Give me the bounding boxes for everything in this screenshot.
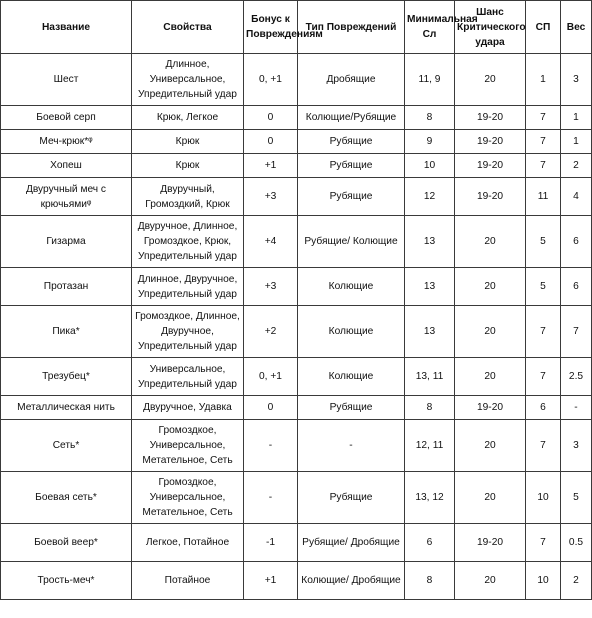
cell-properties: Громоздкое, Длинное, Двуручное, Упредительный удар [132, 306, 244, 358]
table-row [1, 54, 592, 106]
cell-sp: 5 [526, 268, 561, 306]
cell-weight: 7 [561, 306, 592, 358]
cell-properties: Громоздкое, Универсальное, Метательное, Сеть [132, 472, 244, 524]
cell-min-dc: 13 [405, 268, 455, 306]
cell-sp: 7 [526, 524, 561, 562]
cell-damage-bonus: +3 [244, 178, 298, 216]
cell-min-dc: 13 [405, 216, 455, 268]
cell-damage-bonus: - [244, 472, 298, 524]
cell-weight: 1 [561, 130, 592, 154]
cell-name: Боевой серп [1, 106, 132, 130]
cell-sp: 7 [526, 154, 561, 178]
header-damage-type: Тип Повреждений [298, 1, 405, 54]
cell-properties: Двуручный, Громоздкий, Крюк [132, 178, 244, 216]
cell-name: Двуручный меч с крючьямиᵠ [1, 178, 132, 216]
table-row [1, 524, 592, 562]
cell-damage-bonus: 0, +1 [244, 54, 298, 106]
cell-damage-type: Рубящие/ Колющие [298, 216, 405, 268]
cell-weight: 6 [561, 216, 592, 268]
cell-damage-type: Рубящие/ Дробящие [298, 524, 405, 562]
cell-sp: 7 [526, 358, 561, 396]
cell-name: Протазан [1, 268, 132, 306]
cell-crit-chance: 19-20 [455, 154, 526, 178]
cell-weight: 3 [561, 420, 592, 472]
cell-properties: Длинное, Двуручное, Упредительный удар [132, 268, 244, 306]
cell-damage-bonus: +4 [244, 216, 298, 268]
cell-sp: 5 [526, 216, 561, 268]
cell-damage-bonus: +3 [244, 268, 298, 306]
cell-properties: Длинное, Универсальное, Упредительный удар [132, 54, 244, 106]
header-weight: Вес [561, 1, 592, 54]
cell-weight: 2 [561, 562, 592, 600]
cell-damage-bonus: +2 [244, 306, 298, 358]
cell-weight: 3 [561, 54, 592, 106]
table-row [1, 306, 592, 358]
cell-damage-type: Дробящие [298, 54, 405, 106]
cell-name: Трезубец* [1, 358, 132, 396]
cell-crit-chance: 20 [455, 54, 526, 106]
cell-damage-bonus: 0 [244, 106, 298, 130]
header-min-dc: Минимальная Сл [405, 1, 455, 54]
table-header [1, 1, 592, 54]
header-name: Название [1, 1, 132, 54]
cell-min-dc: 8 [405, 562, 455, 600]
table-row [1, 178, 592, 216]
cell-damage-type: Рубящие [298, 154, 405, 178]
header-sp: СП [526, 1, 561, 54]
cell-min-dc: 13, 11 [405, 358, 455, 396]
cell-damage-bonus: -1 [244, 524, 298, 562]
cell-name: Пика* [1, 306, 132, 358]
table-row [1, 154, 592, 178]
cell-crit-chance: 19-20 [455, 178, 526, 216]
cell-damage-bonus: +1 [244, 562, 298, 600]
header-crit-chance: Шанс Критического удара [455, 1, 526, 54]
cell-name: Боевой веер* [1, 524, 132, 562]
cell-min-dc: 12 [405, 178, 455, 216]
cell-crit-chance: 20 [455, 472, 526, 524]
cell-min-dc: 6 [405, 524, 455, 562]
cell-name: Боевая сеть* [1, 472, 132, 524]
cell-min-dc: 8 [405, 106, 455, 130]
header-damage-bonus: Бонус к Повреждениям [244, 1, 298, 54]
cell-crit-chance: 19-20 [455, 106, 526, 130]
cell-min-dc: 11, 9 [405, 54, 455, 106]
cell-damage-type: Рубящие [298, 472, 405, 524]
table-row [1, 396, 592, 420]
cell-damage-type: Колющие [298, 306, 405, 358]
cell-weight: 2 [561, 154, 592, 178]
cell-properties: Потайное [132, 562, 244, 600]
cell-damage-type: Рубящие [298, 178, 405, 216]
cell-sp: 7 [526, 306, 561, 358]
cell-weight: 0.5 [561, 524, 592, 562]
cell-name: Сеть* [1, 420, 132, 472]
table-row [1, 562, 592, 600]
table-body [1, 54, 592, 600]
cell-crit-chance: 20 [455, 358, 526, 396]
cell-damage-type: Колющие/Рубящие [298, 106, 405, 130]
cell-properties: Крюк [132, 154, 244, 178]
cell-weight: 4 [561, 178, 592, 216]
cell-damage-bonus: +1 [244, 154, 298, 178]
cell-sp: 10 [526, 472, 561, 524]
cell-properties: Крюк [132, 130, 244, 154]
cell-properties: Двуручное, Удавка [132, 396, 244, 420]
cell-name: Трость-меч* [1, 562, 132, 600]
cell-crit-chance: 20 [455, 306, 526, 358]
table-row [1, 216, 592, 268]
table-row [1, 472, 592, 524]
cell-min-dc: 13, 12 [405, 472, 455, 524]
cell-weight: 6 [561, 268, 592, 306]
cell-crit-chance: 19-20 [455, 130, 526, 154]
cell-damage-bonus: 0 [244, 396, 298, 420]
cell-min-dc: 9 [405, 130, 455, 154]
cell-sp: 11 [526, 178, 561, 216]
cell-min-dc: 12, 11 [405, 420, 455, 472]
table-row [1, 358, 592, 396]
cell-weight: 5 [561, 472, 592, 524]
cell-sp: 7 [526, 106, 561, 130]
cell-damage-bonus: 0, +1 [244, 358, 298, 396]
cell-sp: 1 [526, 54, 561, 106]
cell-name: Меч-крюк*ᵠ [1, 130, 132, 154]
cell-crit-chance: 19-20 [455, 396, 526, 420]
table-row [1, 130, 592, 154]
cell-sp: 6 [526, 396, 561, 420]
cell-properties: Легкое, Потайное [132, 524, 244, 562]
cell-weight: 1 [561, 106, 592, 130]
cell-sp: 7 [526, 420, 561, 472]
cell-min-dc: 10 [405, 154, 455, 178]
cell-crit-chance: 20 [455, 562, 526, 600]
cell-crit-chance: 20 [455, 420, 526, 472]
cell-min-dc: 8 [405, 396, 455, 420]
cell-name: Шест [1, 54, 132, 106]
header-properties: Свойства [132, 1, 244, 54]
cell-damage-bonus: 0 [244, 130, 298, 154]
cell-properties: Громоздкое, Универсальное, Метательное, Сеть [132, 420, 244, 472]
cell-properties: Двуручное, Длинное, Громоздкое, Крюк, Упредительный удар [132, 216, 244, 268]
cell-damage-type: Рубящие [298, 130, 405, 154]
table-row [1, 268, 592, 306]
cell-min-dc: 13 [405, 306, 455, 358]
cell-damage-type: - [298, 420, 405, 472]
cell-crit-chance: 20 [455, 268, 526, 306]
cell-crit-chance: 19-20 [455, 524, 526, 562]
header-row [1, 1, 592, 54]
cell-damage-type: Колющие/ Дробящие [298, 562, 405, 600]
table-row [1, 106, 592, 130]
cell-weight: 2.5 [561, 358, 592, 396]
cell-properties: Универсальное, Упредительный удар [132, 358, 244, 396]
table-row [1, 420, 592, 472]
cell-name: Металлическая нить [1, 396, 132, 420]
cell-properties: Крюк, Легкое [132, 106, 244, 130]
cell-damage-type: Колющие [298, 358, 405, 396]
cell-damage-type: Рубящие [298, 396, 405, 420]
cell-name: Гизарма [1, 216, 132, 268]
cell-crit-chance: 20 [455, 216, 526, 268]
cell-damage-type: Колющие [298, 268, 405, 306]
cell-weight: - [561, 396, 592, 420]
cell-sp: 10 [526, 562, 561, 600]
cell-damage-bonus: - [244, 420, 298, 472]
cell-sp: 7 [526, 130, 561, 154]
cell-name: Хопеш [1, 154, 132, 178]
